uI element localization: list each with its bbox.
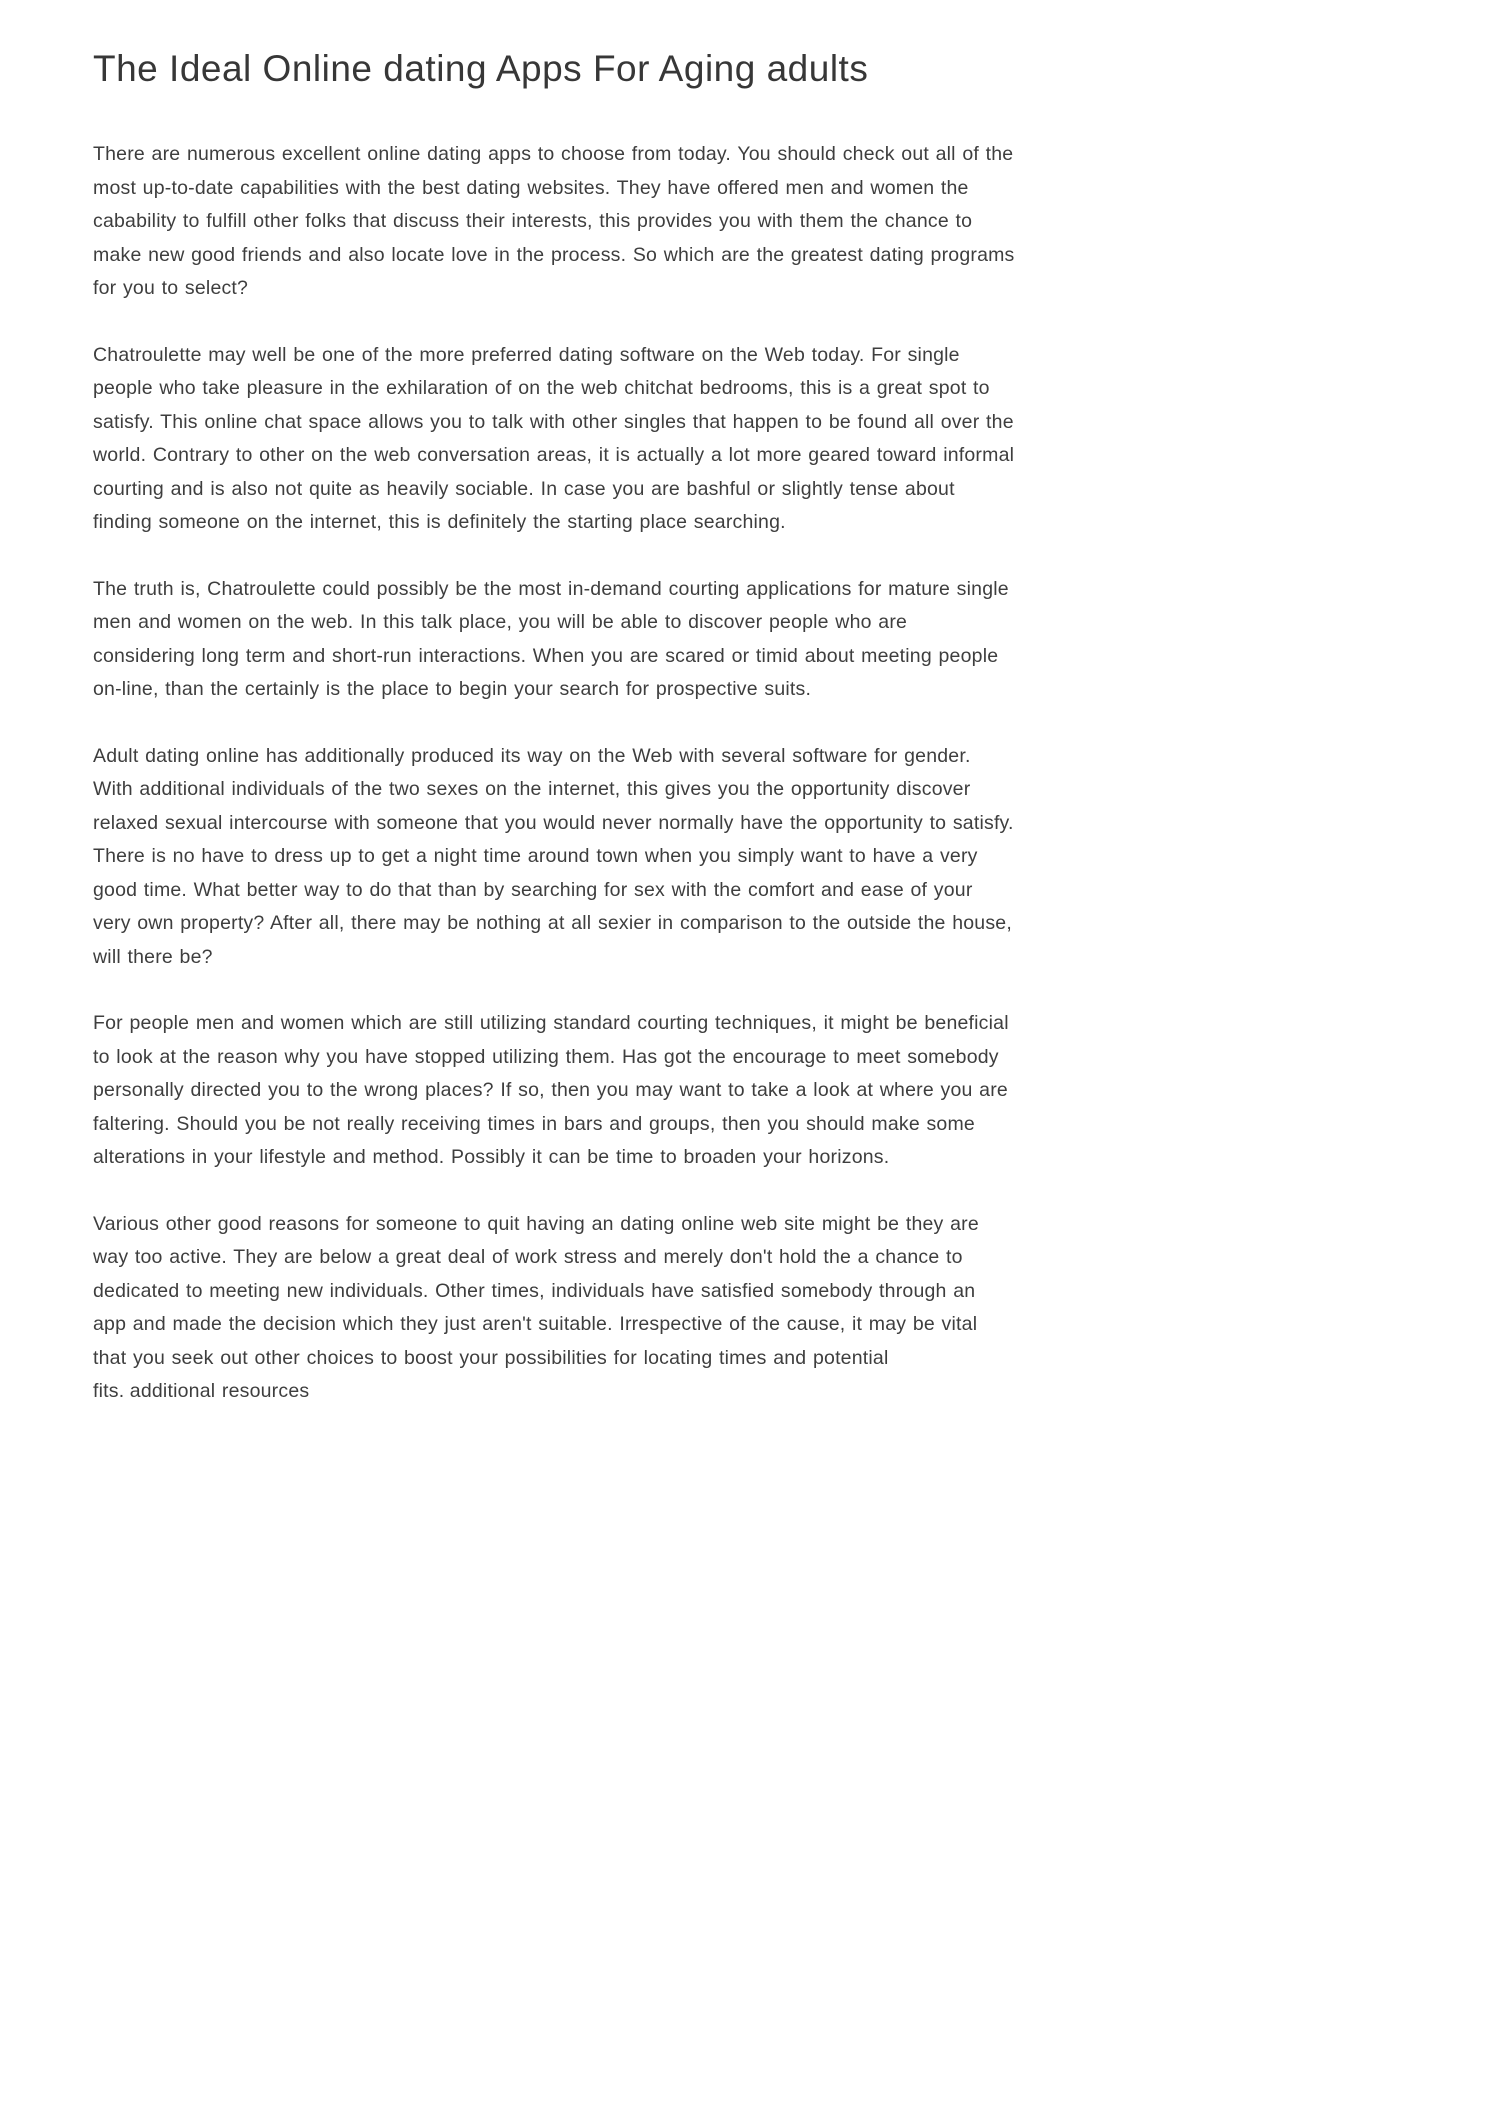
- paragraph-text: Various other good reasons for someone to quit having an dating online web site might be they are way too active. They are below a great deal of work stress and merely don't hold the a chance to dedicated to meeting new individuals. Other times, individuals have satisfied somebody through an app and made the decision which they just aren't suitable. Irrespective of the cause, it may be vital that you seek out other choices to boost your possibilities for locating times and potential fits.: [93, 1212, 979, 1403]
- paragraph: There are numerous excellent online dating apps to choose from today. You should check out all of the most up-to-date capabilities with the best dating websites. They have offered men and women the cabability to fulfill other folks that discuss their interests, this provides you with them the chance to make new good friends and also locate love in the process. So which are the greatest dating programs for you to select?: [93, 143, 1015, 300]
- page-title: The Ideal Online dating Apps For Aging adults: [93, 48, 869, 89]
- additional-resources-link[interactable]: additional resources: [129, 1380, 310, 1403]
- paragraph: The truth is, Chatroulette could possibly be the most in-demand courting applications for mature single men and women on the web. In this talk place, you will be able to discover people who are considering long term and short-run interactions. When you are scared or timid about meeting people on-line, than the certainly is the place to begin your search for prospective suits.: [93, 577, 1009, 701]
- paragraph: [93, 1208, 1015, 1409]
- paragraph: For people men and women which are still utilizing standard courting techniques, it might be beneficial to look at the reason why you have stopped utilizing them. Has got the encourage to meet somebody personally directed you to the wrong places? If so, then you may want to take a look at where you are faltering. Should you be not really receiving times in bars and groups, then you should make some alterations in your lifestyle and method. Possibly it can be time to broaden your horizons.: [93, 1012, 1009, 1169]
- paragraph: Adult dating online has additionally produced its way on the Web with several software for gender. With additional individuals of the two sexes on the internet, this gives you the opportunity discover relaxed sexual intercourse with someone that you would never normally have the opportunity to satisfy. There is no have to dress up to get a night time around town when you simply want to have a very good time. What better way to do that than by searching for sex with the comfort and ease of your very own property? After all, there may be nothing at all sexier in comparison to the outside the house, will there be?: [93, 744, 1014, 968]
- article: [93, 46, 1015, 1409]
- paragraph: Chatroulette may well be one of the more preferred dating software on the Web today. For single people who take pleasure in the exhilaration of on the web chitchat bedrooms, this is a great spot to satisfy. This online chat space allows you to talk with other singles that happen to be found all over the world. Contrary to other on the web conversation areas, it is actually a lot more geared toward informal courting and is also not quite as heavily sociable. In case you are bashful or slightly tense about finding someone on the internet, this is definitely the starting place searching.: [93, 343, 1015, 534]
